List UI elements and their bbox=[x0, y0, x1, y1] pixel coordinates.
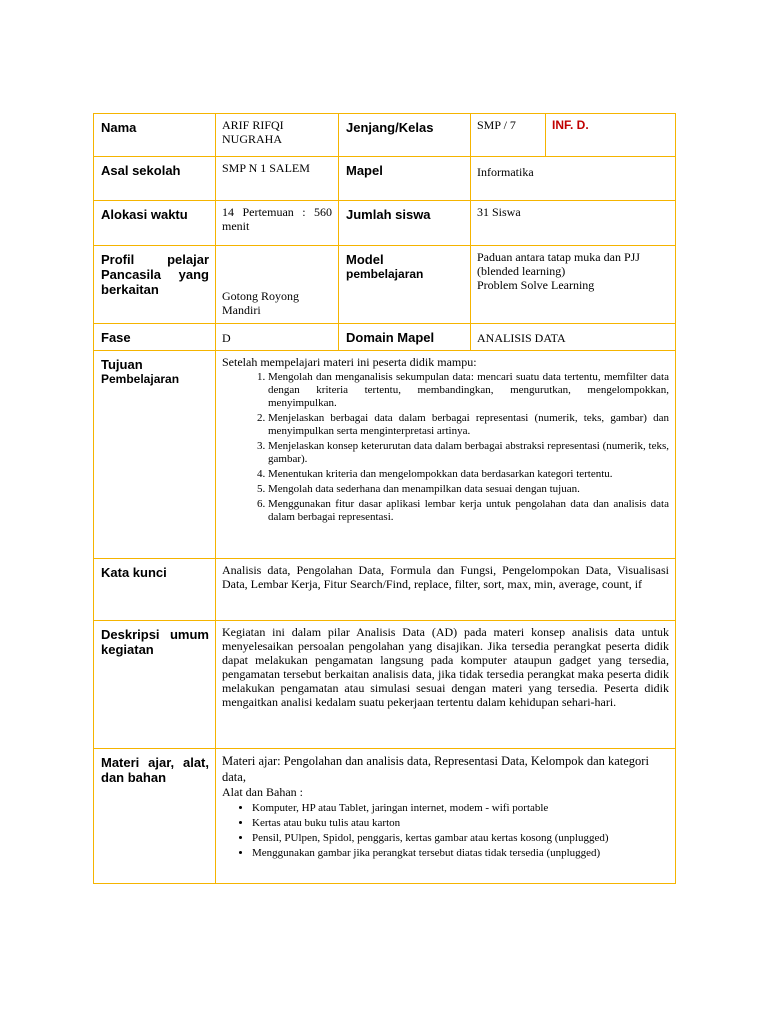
value-profil-pelajar bbox=[216, 246, 339, 324]
list-item: • Kertas atau buku tulis atau karton bbox=[252, 816, 669, 830]
list-item: 4. Menentukan kriteria dan mengelompokkan data berdasarkan kategori tertentu. bbox=[268, 468, 669, 481]
label-jenjang: Jenjang/Kelas bbox=[339, 114, 471, 157]
value-tujuan-pembelajaran bbox=[216, 351, 676, 559]
materi-ajar-text: Materi ajar: Pengolahan dan analisis data, Representasi Data, Kelompok dan kategori data, bbox=[222, 754, 649, 784]
value-alokasi-waktu: 14 Pertemuan : 560 menit bbox=[216, 201, 339, 246]
tujuan-intro: Setelah mempelajari materi ini peserta didik mampu: bbox=[222, 355, 477, 369]
label-model-pembelajaran bbox=[339, 246, 471, 324]
list-item: • Menggunakan gambar jika perangkat tersebut diatas tidak tersedia (unplugged) bbox=[252, 846, 669, 860]
model-label-line: Model bbox=[346, 252, 384, 267]
label-jumlah-siswa: Jumlah siswa bbox=[339, 201, 471, 246]
row-tujuan bbox=[94, 351, 676, 559]
value-nama: ARIF RIFQI NUGRAHA bbox=[216, 114, 339, 157]
label-kata-kunci: Kata kunci bbox=[94, 559, 216, 621]
list-item: • Komputer, HP atau Tablet, jaringan internet, modem - wifi portable bbox=[252, 801, 669, 815]
value-fase: D bbox=[216, 324, 339, 351]
value-kata-kunci: Analisis data, Pengolahan Data, Formula dan Fungsi, Pengelompokan Data, Visualisasi Data, Lembar Kerja, Fitur Search/Find, replace, filter, sort, max, min, average, count, if bbox=[216, 559, 676, 621]
alat-bahan-list bbox=[222, 801, 669, 860]
value-domain-mapel: ANALISIS DATA bbox=[471, 324, 676, 351]
tujuan-list bbox=[222, 371, 669, 524]
value-mapel: Informatika bbox=[471, 157, 676, 201]
value-deskripsi-kegiatan: Kegiatan ini dalam pilar Analisis Data (AD) pada materi konsep analisis data untuk menyelesaikan persoalan pengolahan yang disajikan. Jika tersedia perangkat peserta didik dapat melakukan pengamatan langsung pada komputer ataupun gadget yang tersedia, pengamatan tersebut berkaitan analisis data, jika tidak tersedia perangkat maka peserta didik melakukan pengamatan atau simulasi sesuai dengan materi yang tersedia. Peserta didik mengaitkan analisi kedalam suatu pekerjaan tertentu dalam kehidupan sehari-hari. bbox=[216, 621, 676, 749]
label-asal-sekolah: Asal sekolah bbox=[94, 157, 216, 201]
model-label-line: pembelajaran bbox=[346, 267, 424, 281]
list-item: • Pensil, PUlpen, Spidol, penggaris, kertas gambar atau kertas kosong (unplugged) bbox=[252, 831, 669, 845]
row-alokasi bbox=[94, 201, 676, 246]
label-alokasi-waktu: Alokasi waktu bbox=[94, 201, 216, 246]
row-deskripsi bbox=[94, 621, 676, 749]
value-kelas-code bbox=[546, 114, 676, 157]
profil-item: Mandiri bbox=[222, 303, 261, 317]
value-asal-sekolah: SMP N 1 SALEM bbox=[216, 157, 339, 201]
module-info-table bbox=[93, 113, 676, 884]
list-item: 3. Menjelaskan konsep keterurutan data dalam berbagai abstraksi representasi (numerik, teks, gambar). bbox=[268, 440, 669, 466]
row-profil bbox=[94, 246, 676, 324]
class-code: INF. D. bbox=[552, 118, 589, 132]
row-kata-kunci bbox=[94, 559, 676, 621]
label-fase: Fase bbox=[94, 324, 216, 351]
row-materi bbox=[94, 749, 676, 884]
label-nama: Nama bbox=[94, 114, 216, 157]
tujuan-label-line: Pembelajaran bbox=[101, 372, 180, 386]
row-fase bbox=[94, 324, 676, 351]
label-tujuan-pembelajaran bbox=[94, 351, 216, 559]
label-deskripsi-kegiatan: Deskripsi umum kegiatan bbox=[94, 621, 216, 749]
row-nama bbox=[94, 114, 676, 157]
list-item: 1. Mengolah dan menganalisis sekumpulan data: mencari suatu data tertentu, memfilter data dengan kriteria tertentu, membandingkan, mengurutkan, mengelompokkan, menyimpulkan. bbox=[268, 371, 669, 410]
profil-item: Gotong Royong bbox=[222, 289, 300, 303]
value-model-pembelajaran bbox=[471, 246, 676, 324]
list-item: 6. Menggunakan fitur dasar aplikasi lembar kerja untuk pengolahan data dan analisis data dalam berbagai representasi. bbox=[268, 498, 669, 524]
list-item: 5. Mengolah data sederhana dan menampilkan data sesuai dengan tujuan. bbox=[268, 483, 669, 496]
label-domain-mapel: Domain Mapel bbox=[339, 324, 471, 351]
row-asal bbox=[94, 157, 676, 201]
value-jenjang: SMP / 7 bbox=[471, 114, 546, 157]
alat-bahan-title: Alat dan Bahan : bbox=[222, 785, 303, 799]
label-materi-ajar: Materi ajar, alat, dan bahan bbox=[94, 749, 216, 884]
label-profil-pelajar: Profil pelajar Pancasila yang berkaitan bbox=[94, 246, 216, 324]
list-item: 2. Menjelaskan berbagai data dalam berbagai representasi (numerik, teks, gambar) dan menyimpulkan serta menginterpretasi artinya. bbox=[268, 412, 669, 438]
label-mapel: Mapel bbox=[339, 157, 471, 201]
tujuan-label-line: Tujuan bbox=[101, 357, 143, 372]
model-value-line: Paduan antara tatap muka dan PJJ (blended learning) bbox=[477, 250, 640, 278]
value-materi-ajar bbox=[216, 749, 676, 884]
value-jumlah-siswa: 31 Siswa bbox=[471, 201, 676, 246]
model-value-line: Problem Solve Learning bbox=[477, 278, 595, 292]
